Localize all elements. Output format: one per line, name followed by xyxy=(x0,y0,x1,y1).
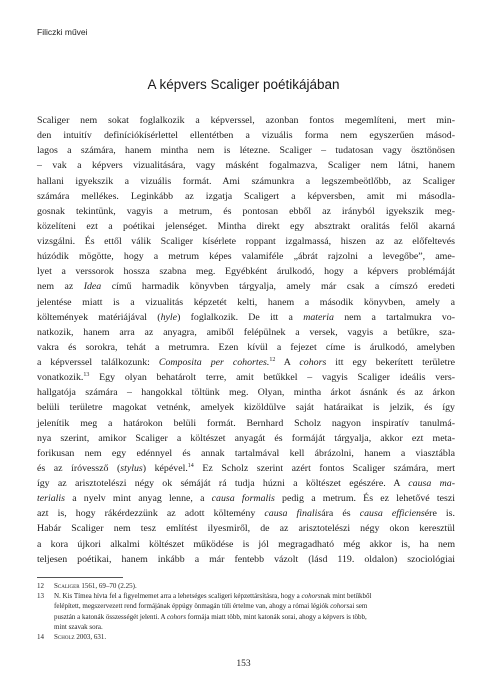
body-line: terialis a nyelv mint anyag lenne, a causa formalis pedig a metrum. És ez lehetővé teszi xyxy=(37,493,455,505)
chapter-title: A képvers Scaliger poétikájában xyxy=(147,77,340,92)
footnote-author: Scholz xyxy=(54,633,75,642)
body-text xyxy=(37,113,455,567)
footnote-line xyxy=(54,632,455,642)
body-line: vakra és sorokra, tehát a metrumra. Ezen kívül a fejezet címe is árulkodó, amelyben xyxy=(37,341,455,353)
footnote-number: 13 xyxy=(37,592,44,601)
body-line: den intuitív definíciókísérlettel ellentétben a vizuális forma nem egyszerűen másod- xyxy=(37,130,455,142)
footnote xyxy=(37,591,455,632)
footnote-line xyxy=(54,581,455,591)
footnote-text: N. Kis Tímea hívta fel a figyelmemet arra a lehetséges scaligeri képzettársításra, hogy a cohorsnak mint betűkből xyxy=(54,592,372,601)
running-head: Filiczki művei xyxy=(37,27,88,37)
body-line: és az íróvessző (stylus) képével.$^{14}$ Ez Scholz szerint azért fontos Scaliger számára, mert xyxy=(37,462,456,474)
body-line: közelíteni ezt a poétikai jelenséget. Mintha direkt egy absztrakt oralitás felől akarná xyxy=(37,220,455,232)
footnote-line xyxy=(54,612,455,622)
footnote-line xyxy=(54,622,455,632)
body-line: lagos a számára, hanem mintha nem is létezne. Scaliger – tudatosan vagy ösztönösen xyxy=(37,145,455,157)
footnote-text: felépített, megszervezett rend formájának éppúgy önmagán túli értelme van, ahogy a római légiók cohorsai sem xyxy=(54,602,368,611)
body-line: vizsgálni. És ettől válik Scaliger kísérlete roppant izgalmassá, hiszen az az előfeltevés xyxy=(37,236,455,247)
body-line: nem az Idea című harmadik könyvben tárgyalja, amely már csak a címszó eredeti xyxy=(37,281,455,293)
footnote-text: 2003, 631. xyxy=(76,633,107,642)
footnote-line xyxy=(54,601,455,611)
footnote-number: 12 xyxy=(37,582,44,590)
body-line: húzódik mögötte, hogy a metrum képes valamiféle „ábrát rajzolni a levegőbe”, ame- xyxy=(37,251,455,263)
body-line: lyet a verssorok hossza szabna meg. Egyébként árulkodó, hogy a képvers problémáját xyxy=(37,266,455,278)
footnote-text: mint szavak sora. xyxy=(54,622,103,631)
body-line: a képverssel találkozunk: Composita per cohortes.$^{12}$ A cohors itt egy bekerített területre xyxy=(37,357,455,368)
body-line: költemények matériájával (hyle) foglalkozik. De itt a materia nem a tartalmukra vo- xyxy=(37,311,456,323)
footnote-text: pusztán a katonák összességét jelenti. A cohors formája miatt több, mint katonák sorai, ahogy a képvers is több, xyxy=(54,612,367,621)
footnote-line xyxy=(54,591,455,601)
footnote-author: Scaliger xyxy=(54,582,80,590)
body-line: forikusan nem egy edénnyel és annak tartalmával kell ábrázolni, hanem a viasztábla xyxy=(37,447,455,459)
body-line: hallani igyekszik a vizuális formát. Ami számunkra a legszembeötlőbb, az Scaliger xyxy=(37,175,455,187)
body-line: Scaliger nem sokat foglalkozik a képverssel, azonban fontos megemlíteni, mert min- xyxy=(37,115,455,126)
body-line: gosnak tekintünk, vagyis a metrum, és pontosan ebből az irányból igyekszik meg- xyxy=(37,205,455,217)
body-line: Habár Scaliger nem tesz említést ilyesmiről, de az arisztotelészi négy okon keresztül xyxy=(37,523,455,535)
body-line: belüli területre magokat vetnénk, amelyek kizöldülve saját határaikat is jelzik, és így xyxy=(37,402,455,414)
footnote-number: 14 xyxy=(37,633,44,642)
body-line: vonatkozik.$^{13}$ Egy olyan behatárolt terre, amit betűkkel – vagyis Scaliger ideális vers- xyxy=(37,372,455,384)
body-line: nya szerint, amikor Scaliger a költészet anyagát és formáját tárgyalja, akkor ezt meta- xyxy=(37,432,455,444)
footnote xyxy=(37,632,455,642)
body-line: így az arisztotelészi négy ok sémáját rá tudja húzni a költészet egészére. A causa ma- xyxy=(37,478,455,489)
page-number: 153 xyxy=(236,659,251,669)
body-line: hallgatója számára – hangokkal töltünk meg. Olyan, mintha árkot ásnánk és az árkon xyxy=(37,387,455,399)
body-line: – vak a képvers vizualitására, vagy másként fogalmazva, Scaliger nem látni, hanem xyxy=(37,160,455,172)
body-line: jelentése miatt is a vizualitás képzetét kelti, hanem a második könyvben, amely a xyxy=(37,296,455,308)
body-line: a kora újkori alkalmi költészet működése is jól megragadható még akkor is, ha nem xyxy=(37,538,455,550)
footnote-text: 1561, 69–70 (2.25). xyxy=(81,582,137,590)
footnote-divider xyxy=(37,577,123,578)
body-line: jelenítik meg a határokon belüli formát. Bernhard Scholz nagyon inspiratív tanulmá- xyxy=(37,417,455,429)
body-line: azt is, hogy rákérdezzünk az adott költemény causa finalisára és causa efficiensére is. xyxy=(37,508,455,520)
body-line: teljesen poétikai, hanem inkább a már fentebb vázolt (lásd 119. oldalon) szociológiai xyxy=(37,553,455,565)
footnotes xyxy=(37,581,455,642)
footnote xyxy=(37,581,455,591)
body-line: natkozik, hanem arra az anyagra, amiből felépülnek a versek, vagyis a betűkre, sza- xyxy=(37,326,455,338)
body-line: számára mellékes. Leginkább az izgatja Scaligert a képversben, amit mi másodla- xyxy=(37,190,455,202)
